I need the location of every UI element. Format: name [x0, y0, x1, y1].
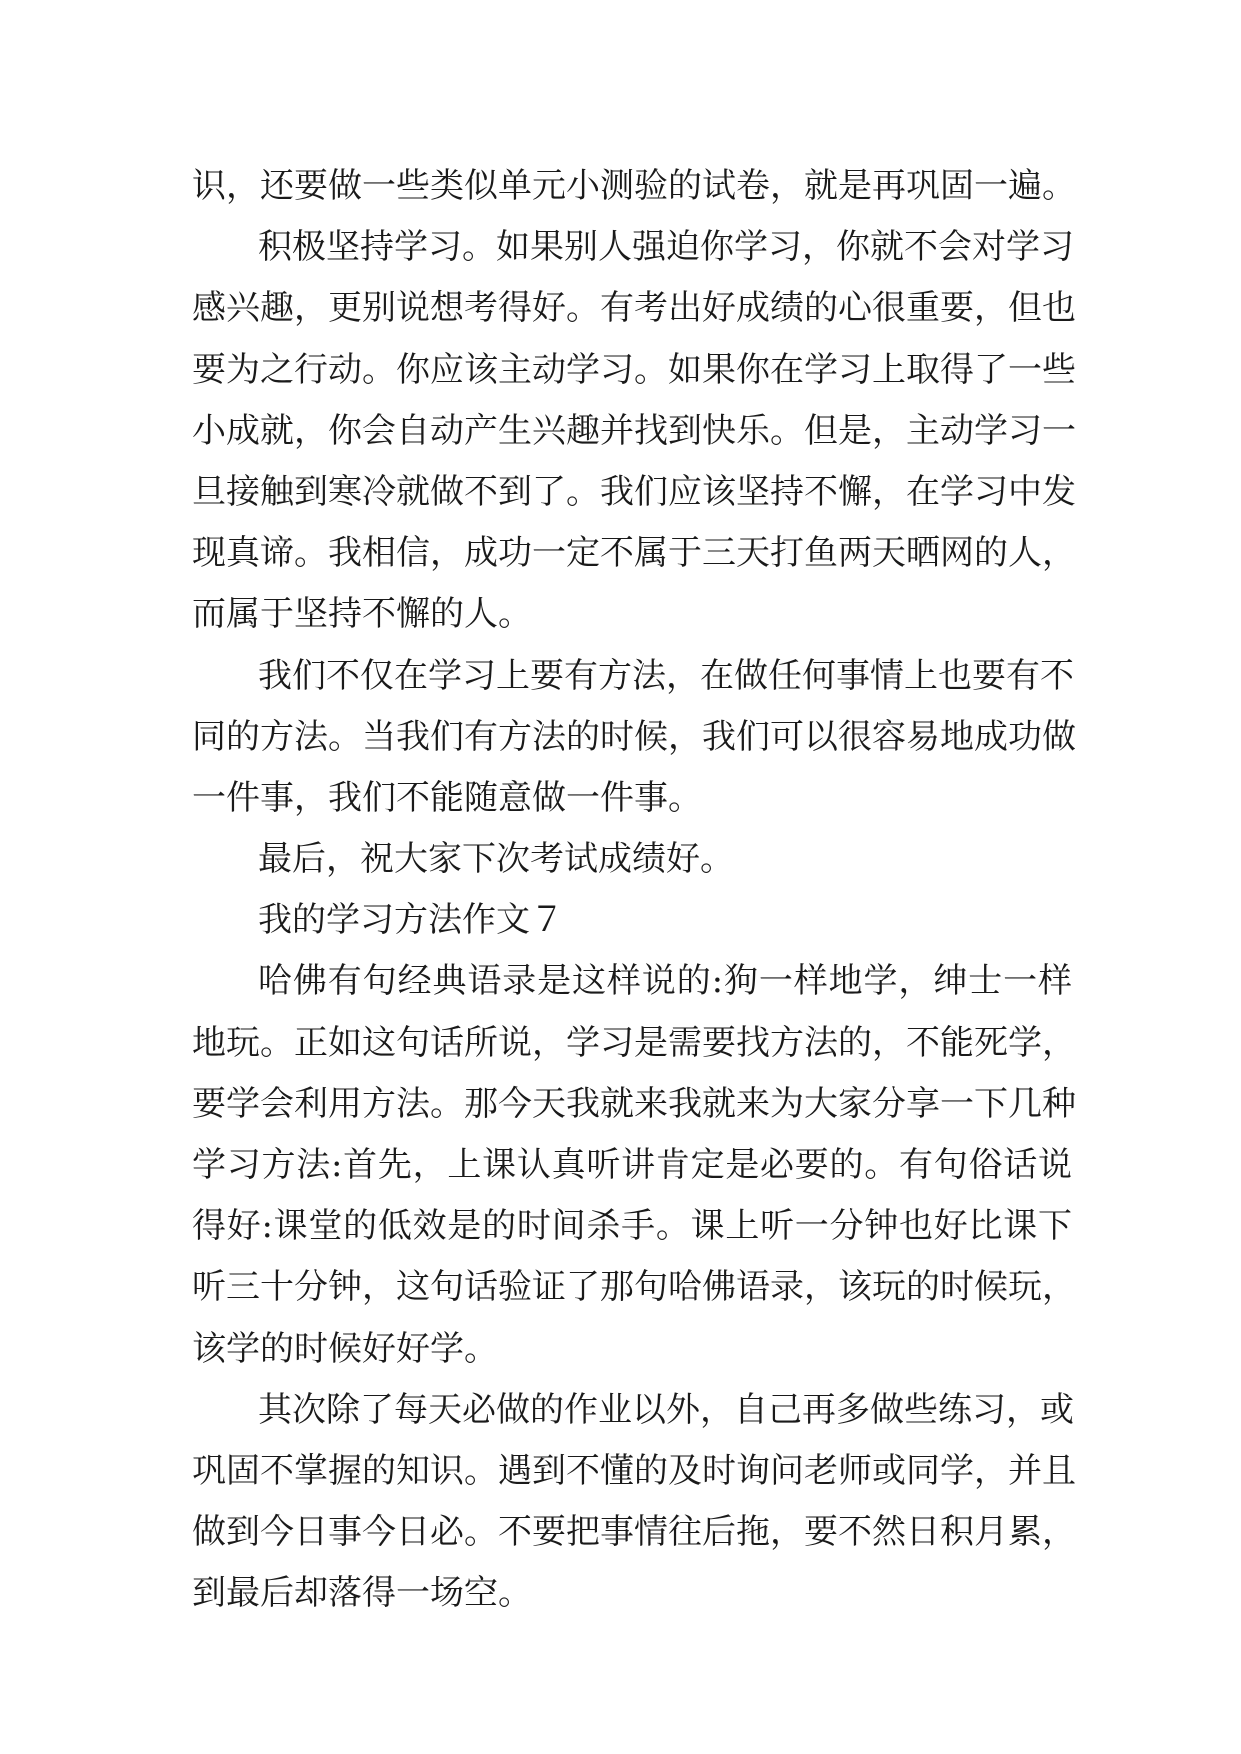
- paragraph-harvard: [192, 951, 1076, 1379]
- text-line: 一件事，我们不能随意做一件事。: [192, 777, 702, 818]
- section-heading: [192, 890, 1072, 951]
- text-line: 感兴趣，更别说想考得好。有考出好成绩的心很重要，但也: [192, 288, 1076, 329]
- paragraph-closing: [192, 829, 1072, 890]
- text-line: 同的方法。当我们有方法的时候，我们可以很容易地成功做: [192, 716, 1076, 757]
- text-line: 而属于坚持不懈的人。: [192, 594, 532, 635]
- text-line: 小成就，你会自动产生兴趣并找到快乐。但是，主动学习一: [192, 410, 1076, 451]
- text-line: 旦接触到寒冷就做不到了。我们应该坚持不懈，在学习中发: [192, 471, 1076, 512]
- text-line: 最后，祝大家下次考试成绩好。: [258, 839, 734, 880]
- section-title: 我的学习方法作文７: [258, 900, 564, 941]
- text-line: 积极坚持学习。如果别人强迫你学习，你就不会对学习: [258, 227, 1074, 268]
- text-line: 要为之行动。你应该主动学习。如果你在学习上取得了一些: [192, 349, 1076, 390]
- text-line: 听三十分钟，这句话验证了那句哈佛语录，该玩的时候玩，: [192, 1267, 1076, 1308]
- text-line: 其次除了每天必做的作业以外，自己再多做些练习，或: [258, 1389, 1074, 1430]
- text-line: 现真谛。我相信，成功一定不属于三天打鱼两天晒网的人，: [192, 533, 1076, 574]
- text-line: 巩固不掌握的知识。遇到不懂的及时询问老师或同学，并且: [192, 1450, 1076, 1491]
- text-line: 要学会利用方法。那今天我就来我就来为大家分享一下几种: [192, 1083, 1076, 1124]
- paragraph-continuation: [192, 156, 1076, 217]
- text-line: 该学的时候好好学。: [192, 1328, 498, 1369]
- paragraph-persist: [192, 217, 1076, 645]
- text-line: 到最后却落得一场空。: [192, 1573, 532, 1614]
- text-line: 我们不仅在学习上要有方法，在做任何事情上也要有不: [258, 655, 1074, 696]
- document-body: [192, 156, 1076, 1625]
- text-line: 得好:课堂的低效是的时间杀手。课上听一分钟也好比课下: [192, 1206, 1073, 1247]
- paragraph-practice: [192, 1380, 1076, 1625]
- text-line: 学习方法:首先，上课认真听讲肯定是必要的。有句俗话说: [192, 1145, 1072, 1185]
- text-line: 识，还要做一些类似单元小测验的试卷，就是再巩固一遍。: [192, 166, 1076, 206]
- paragraph-methods: [192, 646, 1076, 830]
- text-line: 做到今日事今日必。不要把事情往后拖，要不然日积月累，: [192, 1512, 1076, 1553]
- text-line: 哈佛有句经典语录是这样说的:狗一样地学，绅士一样: [258, 961, 1072, 1002]
- text-line: 地玩。正如这句话所说，学习是需要找方法的，不能死学，: [192, 1022, 1076, 1063]
